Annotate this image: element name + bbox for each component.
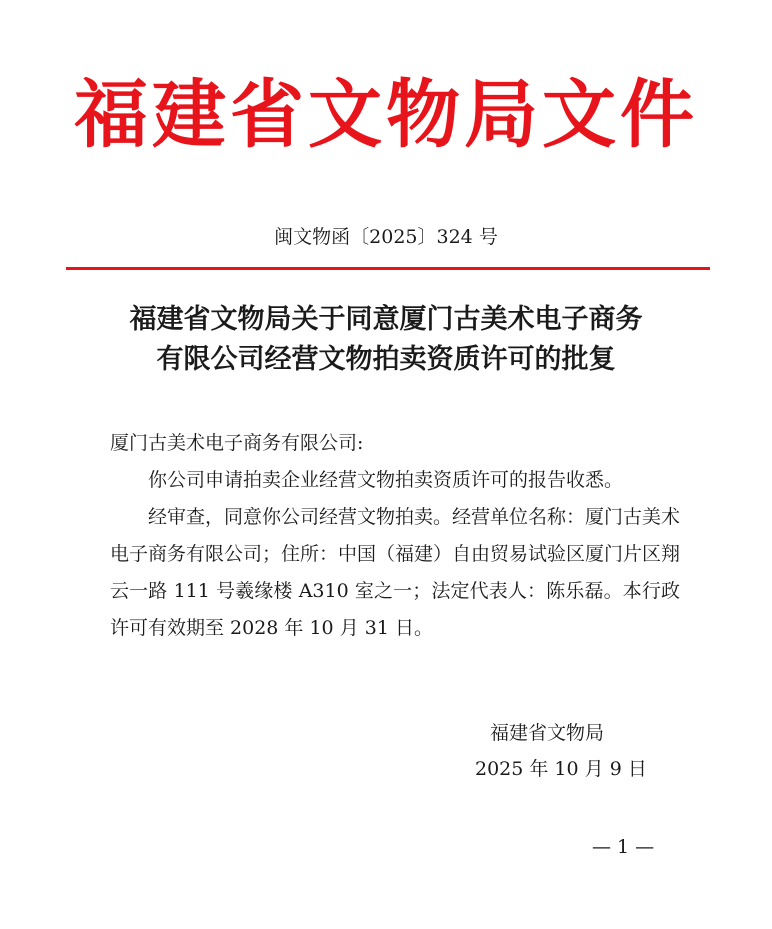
salutation: 厦门古美术电子商务有限公司: — [110, 432, 364, 454]
body-paragraph-1: 你公司申请拍卖企业经营文物拍卖资质许可的报告收悉。 — [148, 469, 624, 491]
title-line-1: 福建省文物局关于同意厦门古美术电子商务 — [129, 304, 643, 335]
issuing-organization: 福建省文物局 — [490, 722, 605, 744]
page-number: — 1 — — [592, 836, 655, 858]
document-masthead: 福建省文物局文件 — [74, 72, 698, 158]
document-title — [60, 300, 712, 380]
document-number: 闽文物函〔2025〕324 号 — [274, 226, 498, 248]
body-paragraph-2: 经审查，同意你公司经营文物拍卖。经营单位名称：厦门古美术电子商务有限公司；住所：中国（福建）自由贸易试验区厦门片区翔云一路 111 号羲缘楼 A310 室之一；法定代表人：陈乐磊。本行政许可有效期至 2028 年 10 月 31 日。 — [110, 506, 681, 639]
title-line-2: 有限公司经营文物拍卖资质许可的批复 — [156, 344, 616, 375]
issue-date: 2025 年 10 月 9 日 — [475, 758, 647, 780]
document-body — [110, 425, 680, 647]
red-divider-line — [66, 267, 710, 270]
